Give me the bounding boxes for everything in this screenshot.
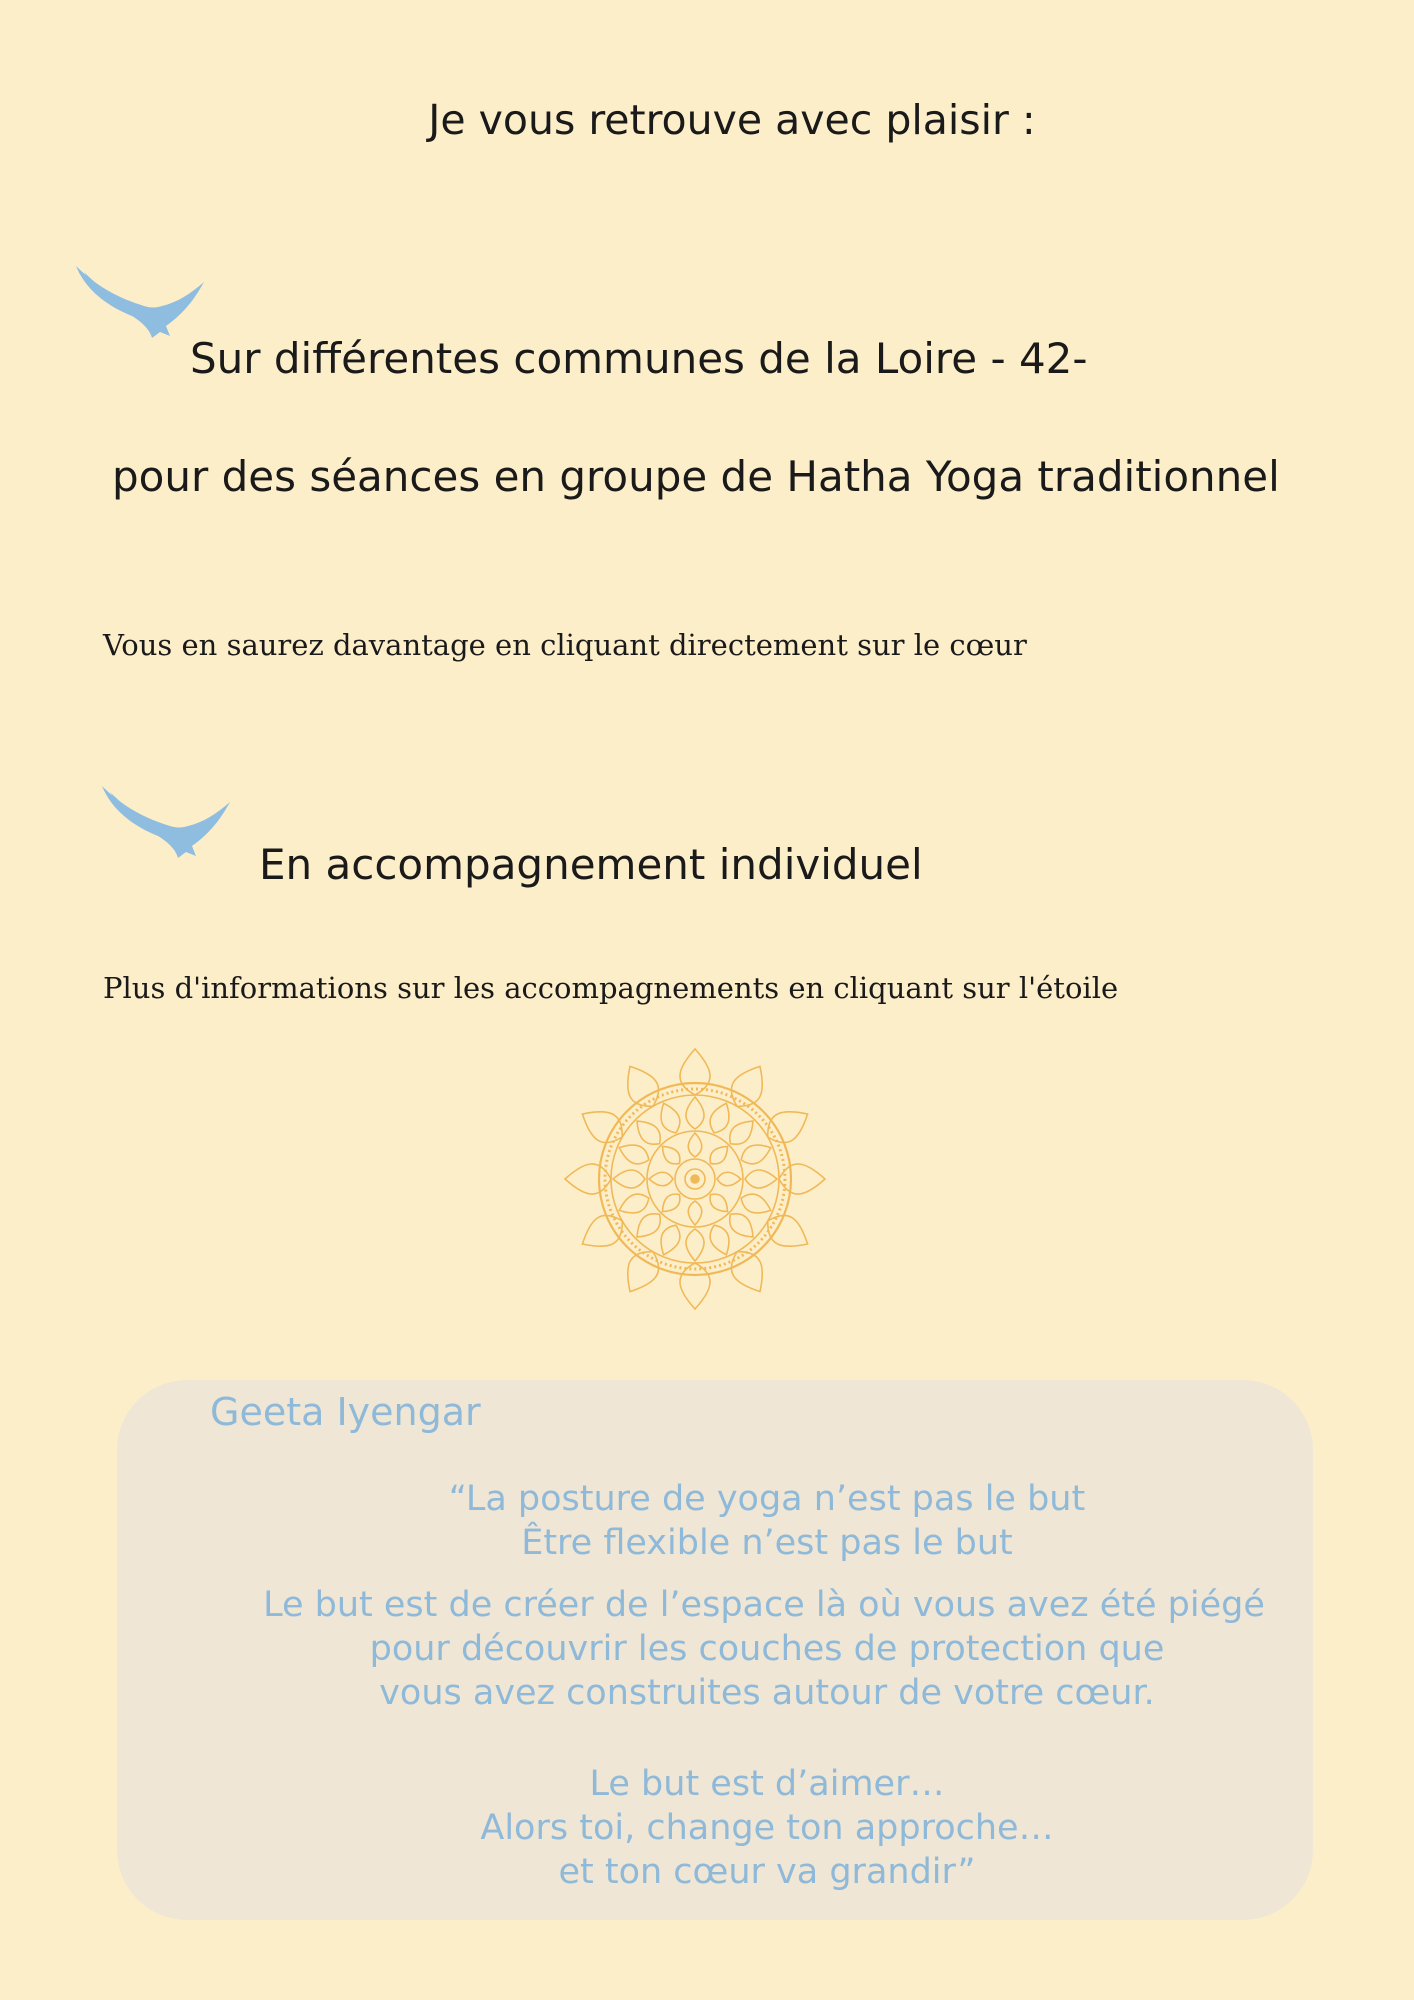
section2-title: En accompagnement individuel	[259, 840, 923, 889]
section1-subtitle: pour des séances en groupe de Hatha Yoga traditionnel	[112, 452, 1280, 501]
quote-line: “La posture de yoga n’est pas le but	[448, 1479, 1086, 1519]
mandala-icon[interactable]	[562, 1046, 828, 1312]
section1-title: Sur différentes communes de la Loire - 42-	[190, 334, 1088, 383]
quote-line: pour découvrir les couches de protection que	[369, 1629, 1165, 1669]
quote-author: Geeta Iyengar	[210, 1390, 481, 1434]
bird-icon	[100, 784, 234, 860]
section2-info: Plus d'informations sur les accompagnements en cliquant sur l'étoile	[103, 971, 1119, 1005]
quote-line: Le but est de créer de l’espace là où vous avez été piégé	[263, 1585, 1265, 1625]
quote-line: Le but est d’aimer…	[589, 1764, 945, 1804]
bird-icon	[74, 264, 208, 340]
section1-info: Vous en saurez davantage en cliquant directement sur le cœur	[103, 628, 1027, 662]
quote-line: Alors toi, change ton approche…	[480, 1808, 1054, 1848]
intro-heading: Je vous retrouve avec plaisir :	[428, 96, 1036, 144]
quote-line: Être flexible n’est pas le but	[521, 1523, 1013, 1563]
quote-line: vous avez construites autour de votre cœur.	[379, 1673, 1155, 1713]
quote-line: et ton cœur va grandir”	[558, 1852, 976, 1892]
